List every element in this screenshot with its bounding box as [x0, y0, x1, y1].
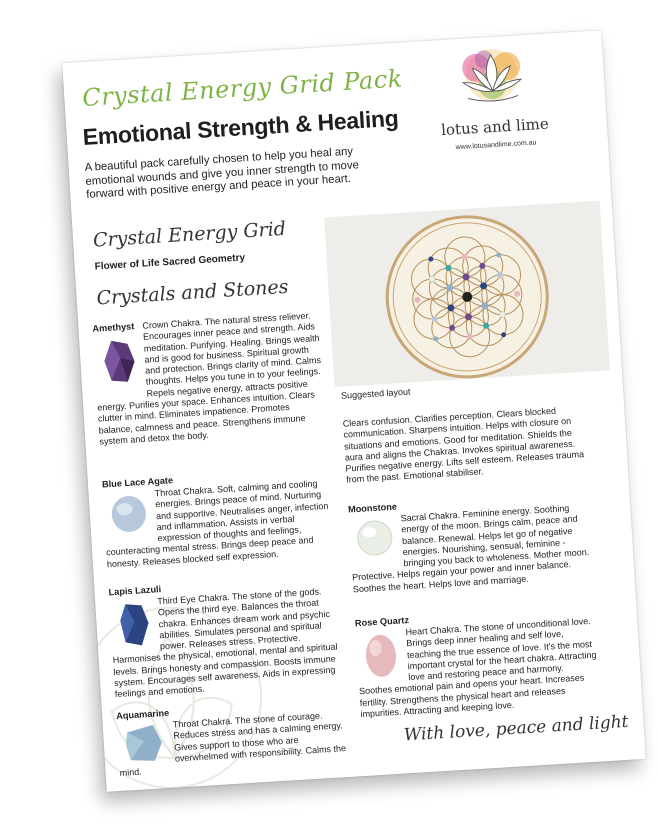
stone-text-moonstone: Sacral Chakra. Feminine energy. Soothing energy of the moon. Brings calm, peace and balance. Renewal. Helps let go of negative energies. Nourishing, sensual, feminine - bringing you back to wholeness. Mother moon. Protective. Helps regain your power and inner balance. Soothes the heart. Helps love and marriage.: [351, 503, 590, 595]
photo-caption: Suggested layout: [340, 386, 411, 401]
stone-name-blue-lace-agate: Blue Lace Agate: [101, 475, 174, 490]
crystal-grid-photo: [324, 201, 610, 388]
flyer-sheet: [62, 30, 646, 792]
stone-name-moonstone: Moonstone: [347, 501, 398, 515]
brand-url: www.lotusandlime.com.au: [455, 139, 537, 152]
flower-of-life-icon: [324, 201, 610, 388]
intro-text: A beautiful pack carefully chosen to help you heal any emotional wounds and give you inner strength to move forward with positive energy and peace in your heart.: [84, 145, 360, 201]
brand-name: lotus and lime: [440, 114, 550, 140]
lotus-logo-icon: [445, 42, 539, 117]
brand-logo: [420, 41, 566, 153]
stone-name-lapis-lazuli: Lapis Lazuli: [108, 584, 162, 598]
stones-heading: Crystals and Stones: [95, 275, 289, 310]
grid-subheading: Flower of Life Sacred Geometry: [94, 252, 246, 273]
stone-name-rose-quartz: Rose Quartz: [354, 615, 410, 629]
page-title: Emotional Strength & Healing: [81, 104, 400, 151]
stone-text-lapis-lazuli: Third Eye Chakra. The stone of the gods. Opens the third eye. Balances the throat chakra. Enhances dream work and psychic abilities. Simulates personal and spiritual power. Releases stress. Protective. Harmonises the physical, emotional, mental and spiritual levels. Brings honesty and compassion. Boosts immune system. Encourages self awareness. Aids in expressing feelings and emotions.: [112, 586, 338, 700]
grid-heading: Crystal Energy Grid: [92, 217, 287, 252]
stone-text-aquamarine: Throat Chakra. The stone of courage. Reduces stress and has a calming energy. Gives support to those who are overwhelmed with responsibility. Calms the mind.: [119, 710, 347, 779]
stone-text-amethyst: Crown Chakra. The natural stress reliever. Encourages inner peace and strength. Aids meditation. Purifying. Healing. Brings wealth and is good for business. Spiritual growth and protection. Brings clarity of mind. Calms thoughts. Helps you tune in to your feelings. Repels negative energy, attracts positive energy. Purifies your space. Enhances intuition. Clears clutter in mind. Eliminates impatience. Promotes balance, calmness and peace. Strengthens immune system and detox the body.: [97, 310, 322, 447]
stone-name-aquamarine: Aquamarine: [115, 707, 170, 722]
stone-name-amethyst: Amethyst: [92, 321, 135, 334]
stone-text-rose-quartz: Heart Chakra. The stone of unconditional love. Brings deep inner healing and self love, teaching the true essence of love. It's the most important crystal for the heart chakra. Attracting love and restoring peace and harmony. Soothes emotional pain and opens your heart. Increases fertility. Strengthens the physical heart and releases impurities. Attracting and keeping love.: [358, 615, 597, 720]
closing-signoff: With love, peace and light: [403, 711, 630, 746]
stone-text-aquamarine-continued: Clears confusion. Clarifies perception. Clears blocked communication. Sharpens intuition. Helps with closure on situations and emotions. Good for meditation. Shields the aura and aligns the Chakras. Invokes spiritual awareness. Purifies negative energy. Lifts self esteem. Releases trauma from the past. Emotional stabiliser.: [342, 405, 585, 486]
pack-kicker: Crystal Energy Grid Pack: [81, 64, 404, 112]
stone-text-blue-lace-agate: Throat Chakra. Soft, calming and cooling energies. Brings peace of mind. Nurturing and supportive. Neutralises anger, infection and inflammation. Assists in verbal expression of thoughts and feelings, counteracting mental stress. Brings deep peace and honesty. Releases blocked self expression.: [105, 478, 329, 570]
